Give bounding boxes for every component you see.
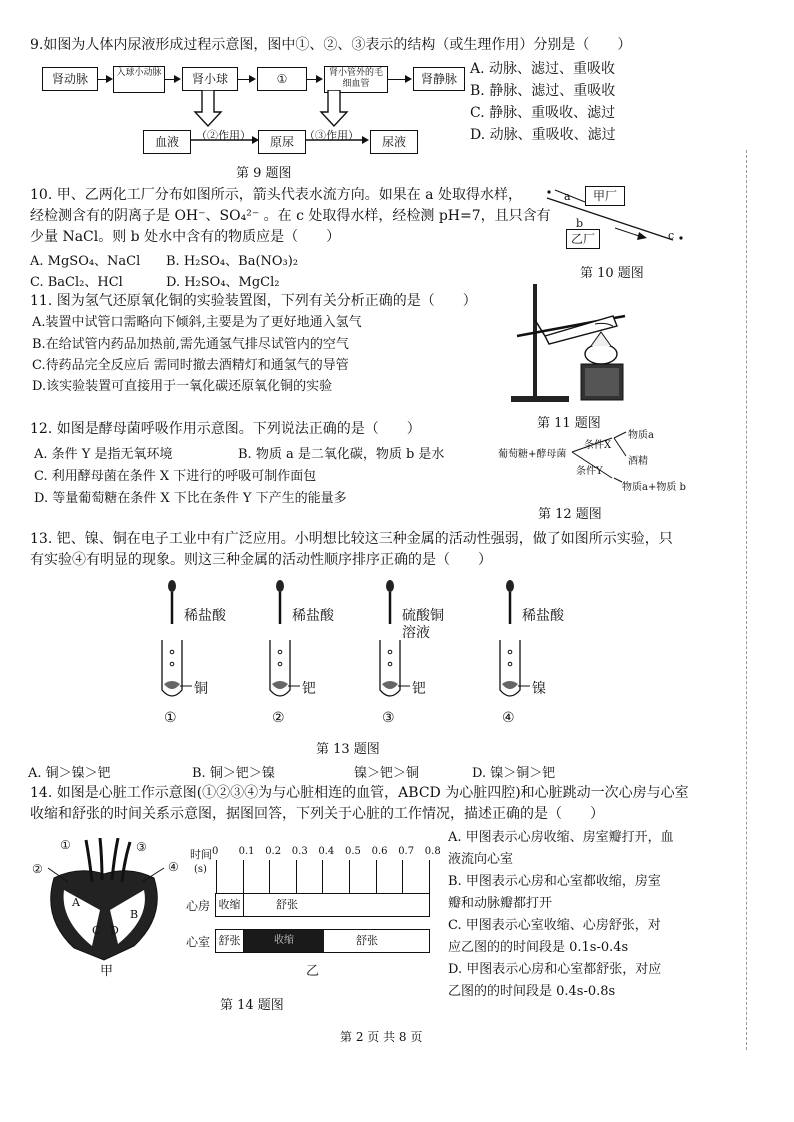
chamber-a-label: A [72, 896, 80, 909]
time-tick-mark [376, 860, 377, 893]
q11-stem: 11. 图为氢气还原氧化铜的实验装置图，下列有关分析正确的是（ ） [30, 293, 477, 309]
box-blood: 血液 [143, 130, 191, 154]
q13-option-d[interactable]: D. 镍＞铜＞钯 [472, 766, 556, 781]
factory-yi: 乙厂 [566, 229, 600, 249]
chamber-c-label: C [92, 924, 101, 937]
arrow [307, 79, 321, 80]
chamber-d-label: D [110, 924, 119, 937]
test-tube-3 [378, 578, 468, 728]
product-ab-label: 物质a+物质 b [622, 482, 686, 493]
q11-option-a[interactable]: A.装置中试管口需略向下倾斜,主要是为了更好地通入氢气 [32, 315, 362, 330]
chamber-b-label: B [130, 908, 139, 921]
tube-metal-label: 钯 [302, 681, 316, 697]
time-tick-mark [296, 860, 297, 893]
q14-option-c[interactable]: C. 甲图表示心室收缩、心房舒张，对 [448, 918, 661, 933]
alcohol-label: 酒精 [628, 456, 648, 467]
q9-stem: 9.如图为人体内尿液形成过程示意图，图中①、②、③表示的结构（或生理作用）分别是（ ） [30, 37, 632, 53]
box-renal-vein: 肾静脉 [413, 67, 465, 91]
time-tick-label: 0.3 [291, 846, 308, 857]
ventricle-row-label: 心室 [186, 935, 211, 949]
box-urine: 尿液 [370, 130, 418, 154]
time-tick-label: 0.7 [398, 846, 415, 857]
q14-caption: 第 14 题图 [220, 998, 284, 1013]
test-tube-1 [160, 578, 250, 728]
tube-reagent-label: 稀盐酸 [292, 608, 334, 624]
arrow [97, 79, 111, 80]
heart-illustration [34, 838, 184, 968]
tube-reagent-label: 稀盐酸 [522, 608, 564, 624]
factory-jia: 甲厂 [585, 186, 625, 206]
q12-stem: 12. 如图是酵母菌呼吸作用示意图。下列说法正确的是（ ） [30, 421, 421, 437]
time-tick-mark [322, 860, 323, 893]
binding-line [746, 150, 747, 1050]
arrow [165, 79, 179, 80]
tube-reagent-label: 稀盐酸 [184, 608, 226, 624]
q14-option-a-cont: 液流向心室 [448, 852, 514, 867]
figure-yi-label: 乙 [306, 964, 320, 979]
test-tube-4 [498, 578, 588, 728]
tube-number-label: ③ [382, 710, 395, 726]
q14-option-b-cont: 瓣和动脉瓣都打开 [448, 896, 553, 911]
product-a-label: 物质a [628, 430, 654, 441]
q14-option-b[interactable]: B. 甲图表示心房和心室都收缩，房室 [448, 874, 661, 889]
q10-option-d[interactable]: D. H₂SO₄、MgCl₂ [166, 275, 280, 290]
q10-line-2: 经检测含有的阴离子是 OH⁻、SO₄²⁻ 。在 c 处取得水样，经检测 pH=7，且只含有 [30, 208, 551, 224]
q9-option-b[interactable]: B. 静脉、滤过、重吸收 [470, 83, 616, 99]
q10-option-a[interactable]: A. MgSO₄、NaCl [30, 254, 141, 269]
q12-option-a[interactable]: A. 条件 Y 是指无氧环境 [34, 447, 173, 462]
label-c: c [668, 229, 675, 242]
time-tick-label: 0.2 [265, 846, 282, 857]
vessel-2-label: ② [32, 862, 43, 876]
vessel-4-label: ④ [168, 860, 179, 874]
time-tick-mark [402, 860, 403, 893]
box-glomerulus: 肾小球 [182, 67, 238, 91]
apparatus-illustration [505, 280, 635, 408]
q10-option-b[interactable]: B. H₂SO₄、Ba(NO₃)₂ [166, 254, 299, 269]
ventricle-contract-segment: 收缩 [244, 930, 324, 952]
q11-caption: 第 11 题图 [537, 416, 601, 431]
ventricle-relax-segment-1: 舒张 [216, 930, 244, 952]
atrium-timeline [215, 893, 430, 917]
ventricle-relax-segment-2: 舒张 [356, 934, 378, 947]
q13-option-b[interactable]: B. 铜＞钯＞镍 [192, 766, 275, 781]
box-structure-1: ① [257, 67, 307, 91]
q14-line-1: 14. 如图是心脏工作示意图(①②③④为与心脏相连的血管，ABCD 为心脏四腔)和心脏跳动一次心房与心室 [30, 785, 689, 801]
atrium-relax-segment: 舒张 [276, 898, 298, 911]
q14-option-d-cont: 乙图的的时间段是 0.4s-0.8s [448, 984, 616, 999]
time-axis-label: 时间 [190, 848, 212, 861]
q13-line-1: 13. 钯、镍、铜在电子工业中有广泛应用。小明想比较这三种金属的活动性强弱，做了如图所示实验，只 [30, 531, 673, 547]
arrow [238, 79, 254, 80]
q9-option-c[interactable]: C. 静脉、重吸收、滤过 [470, 105, 616, 121]
test-tube-2 [268, 578, 358, 728]
glucose-yeast-label: 葡萄糖+酵母菌 [498, 449, 567, 460]
atrium-contract-segment: 收缩 [216, 894, 244, 916]
q10-line-1: 10. 甲、乙两化工厂分布如图所示，箭头代表水流方向。如果在 a 处取得水样， [30, 187, 522, 203]
q13-line-2: 有实验④有明显的现象。则这三种金属的活动性顺序排序正确的是（ ） [30, 552, 492, 568]
q11-option-b[interactable]: B.在给试管内药品加热前,需先通氢气排尽试管内的空气 [32, 337, 349, 352]
time-tick-mark [349, 860, 350, 893]
box-afferent-arteriole: 入球小动脉 [113, 66, 165, 93]
q10-line-3: 少量 NaCl。则 b 处水中含有的物质应是（ ） [30, 229, 341, 245]
tube-reagent-label: 硫酸铜溶液 [402, 608, 444, 641]
condition-y-label: 条件Y [576, 466, 603, 477]
condition-x-label: 条件X [584, 440, 612, 451]
time-tick-label: 0 [212, 846, 219, 857]
effect-3-label: （③作用） [304, 129, 359, 142]
q9-caption: 第 9 题图 [236, 166, 292, 181]
tube-metal-label: 铜 [194, 681, 208, 697]
q12-option-b[interactable]: B. 物质 a 是二氧化碳，物质 b 是水 [238, 447, 445, 462]
tube-number-label: ① [164, 710, 177, 726]
q14-option-a[interactable]: A. 甲图表示心房收缩、房室瓣打开，血 [448, 830, 674, 845]
q9-option-a[interactable]: A. 动脉、滤过、重吸收 [470, 61, 616, 77]
ventricle-timeline [215, 929, 430, 953]
time-tick-label: 0.6 [371, 846, 388, 857]
q14-line-2: 收缩和舒张的时间关系示意图，据图回答，下列关于心脏的工作情况，描述正确的是（ ） [30, 806, 604, 822]
q14-option-d[interactable]: D. 甲图表示心房和心室都舒张，对应 [448, 962, 662, 977]
arrow [388, 79, 410, 80]
q12-option-c[interactable]: C. 利用酵母菌在条件 X 下进行的呼吸可制作面包 [34, 469, 317, 484]
time-tick-mark [429, 860, 430, 893]
time-tick-label: 0.8 [424, 846, 441, 857]
box-renal-artery: 肾动脉 [42, 67, 98, 91]
time-tick-label: 0.5 [345, 846, 361, 857]
time-tick-mark [216, 860, 217, 893]
label-a: a [564, 190, 571, 203]
q14-option-c-cont: 应乙图的的时间段是 0.1s-0.4s [448, 940, 629, 955]
q10-caption: 第 10 题图 [580, 266, 644, 281]
time-unit-label: (s) [194, 864, 207, 875]
tube-number-label: ② [272, 710, 285, 726]
time-tick-mark [269, 860, 270, 893]
q12-option-d[interactable]: D. 等量葡萄糖在条件 X 下比在条件 Y 下产生的能量多 [34, 491, 347, 506]
q11-option-c[interactable]: C.待药品完全反应后 需同时撤去酒精灯和通氢气的导管 [32, 358, 349, 373]
tube-metal-label: 镍 [532, 681, 546, 697]
vessel-1-label: ① [60, 838, 71, 852]
tube-number-label: ④ [502, 710, 515, 726]
time-tick-label: 0.4 [318, 846, 335, 857]
figure-jia-label: 甲 [100, 964, 114, 979]
time-tick-label: 0.1 [238, 846, 255, 857]
page-footer: 第 2 页 共 8 页 [340, 1030, 423, 1044]
box-peritubular-capillary: 肾小管外的毛细血管 [324, 66, 388, 93]
q12-caption: 第 12 题图 [538, 507, 602, 522]
q9-option-d[interactable]: D. 动脉、重吸收、滤过 [470, 127, 616, 143]
q10-option-c[interactable]: C. BaCl₂、HCl [30, 275, 123, 290]
box-primary-urine: 原尿 [258, 130, 306, 154]
q13-option-c[interactable]: 镍＞钯＞铜 [354, 766, 420, 781]
q11-option-d[interactable]: D.该实验装置可直接用于一氧化碳还原氧化铜的实验 [32, 379, 333, 394]
vessel-3-label: ③ [136, 840, 147, 854]
q13-caption: 第 13 题图 [316, 742, 380, 757]
atrium-row-label: 心房 [186, 899, 211, 913]
label-b: b [576, 217, 584, 230]
time-tick-mark [243, 860, 244, 893]
q13-option-a[interactable]: A. 铜＞镍＞钯 [28, 766, 111, 781]
effect-2-label: （②作用） [196, 129, 251, 142]
tube-metal-label: 钯 [412, 681, 426, 697]
